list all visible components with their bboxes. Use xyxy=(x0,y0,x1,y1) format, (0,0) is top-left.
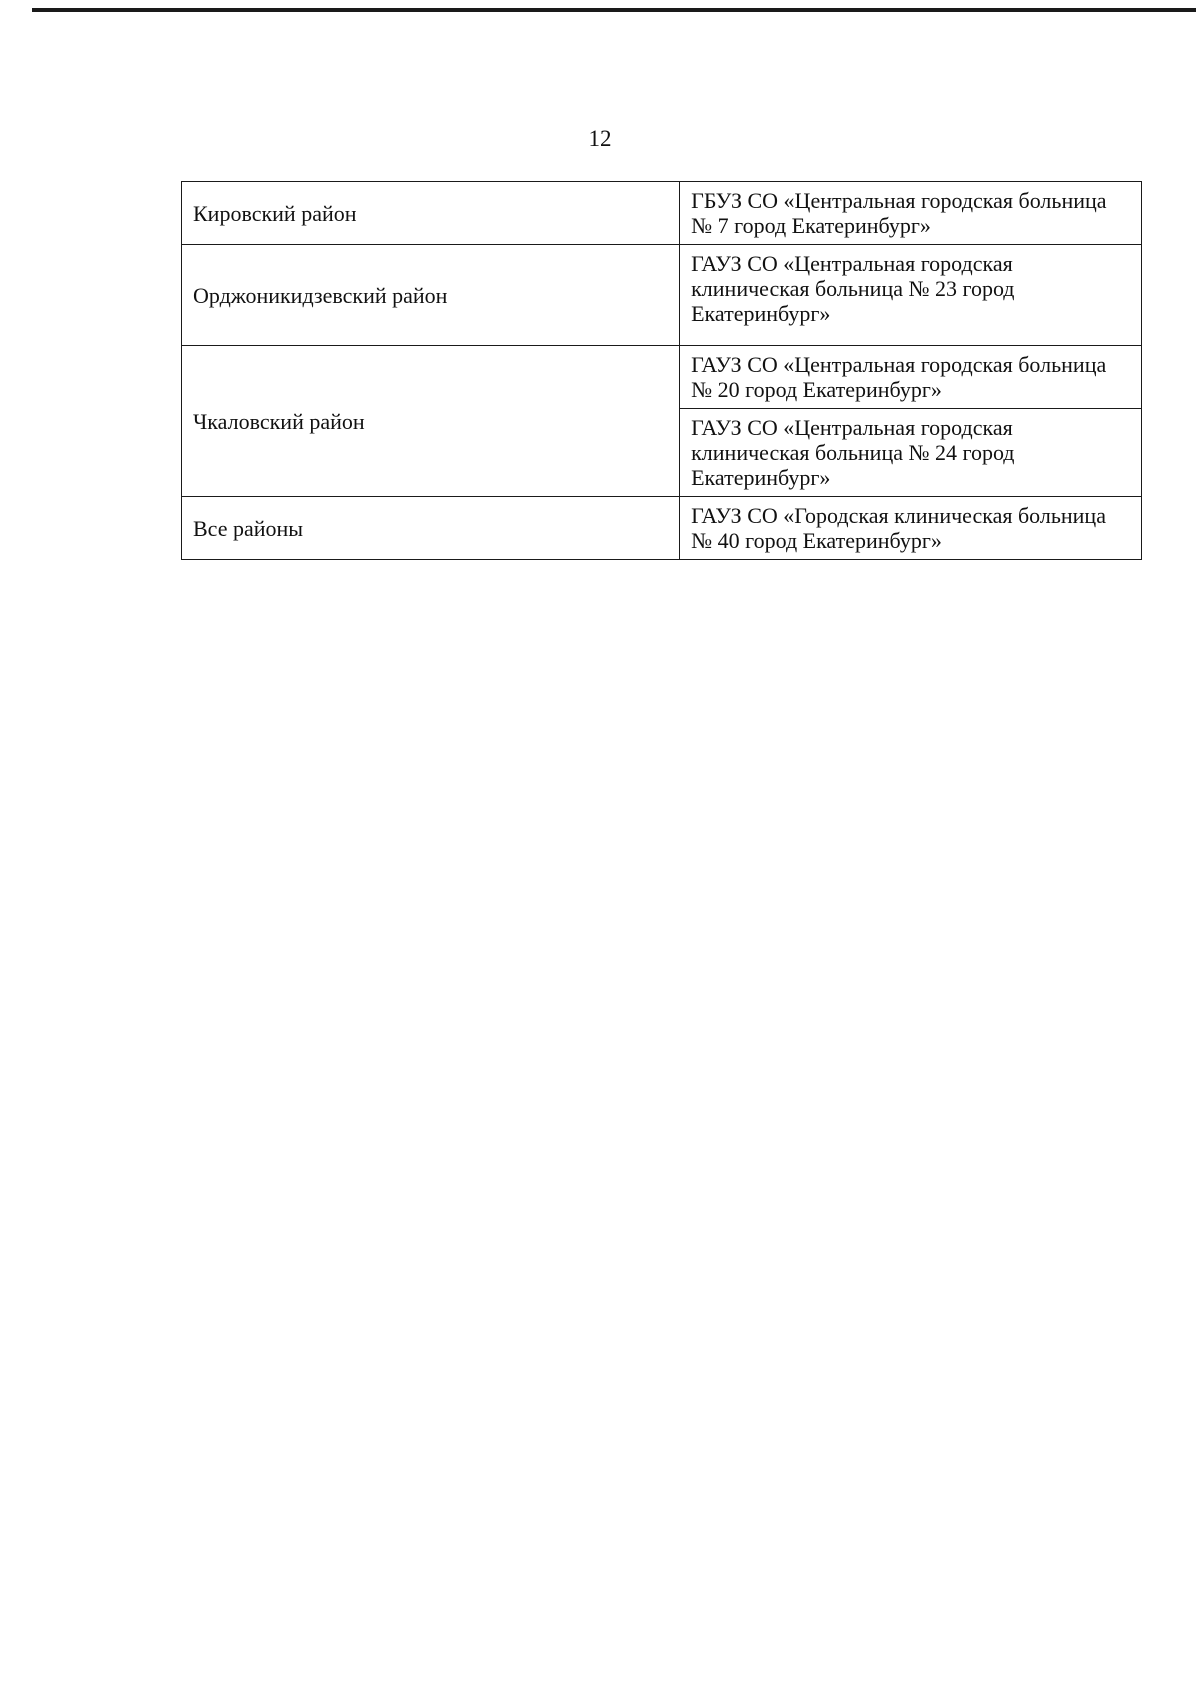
hospital-cell: ГБУЗ СО «Центральная городская больница № 7 город Екатеринбург» xyxy=(680,182,1142,245)
page-number: 12 xyxy=(588,126,612,151)
district-cell: Кировский район xyxy=(182,182,680,245)
header-rule xyxy=(32,8,1196,12)
hospital-cell: ГАУЗ СО «Центральная городская больница № 20 город Екатеринбург» xyxy=(680,346,1142,409)
hospital-cell: ГАУЗ СО «Городская клиническая больница № 40 город Екатеринбург» xyxy=(680,497,1142,560)
district-cell: Все районы xyxy=(182,497,680,560)
hospital-cell: ГАУЗ СО «Центральная городская клиническая больница № 23 город Екатеринбург» xyxy=(680,245,1142,346)
district-hospital-table xyxy=(181,181,1142,560)
hospital-cell: ГАУЗ СО «Центральная городская клиническая больница № 24 город Екатеринбург» xyxy=(680,409,1142,497)
district-cell: Орджоникидзевский район xyxy=(182,245,680,346)
table-row xyxy=(182,182,1142,245)
table-row xyxy=(182,245,1142,346)
table-row xyxy=(182,346,1142,409)
district-cell: Чкаловский район xyxy=(182,346,680,497)
table-row xyxy=(182,497,1142,560)
